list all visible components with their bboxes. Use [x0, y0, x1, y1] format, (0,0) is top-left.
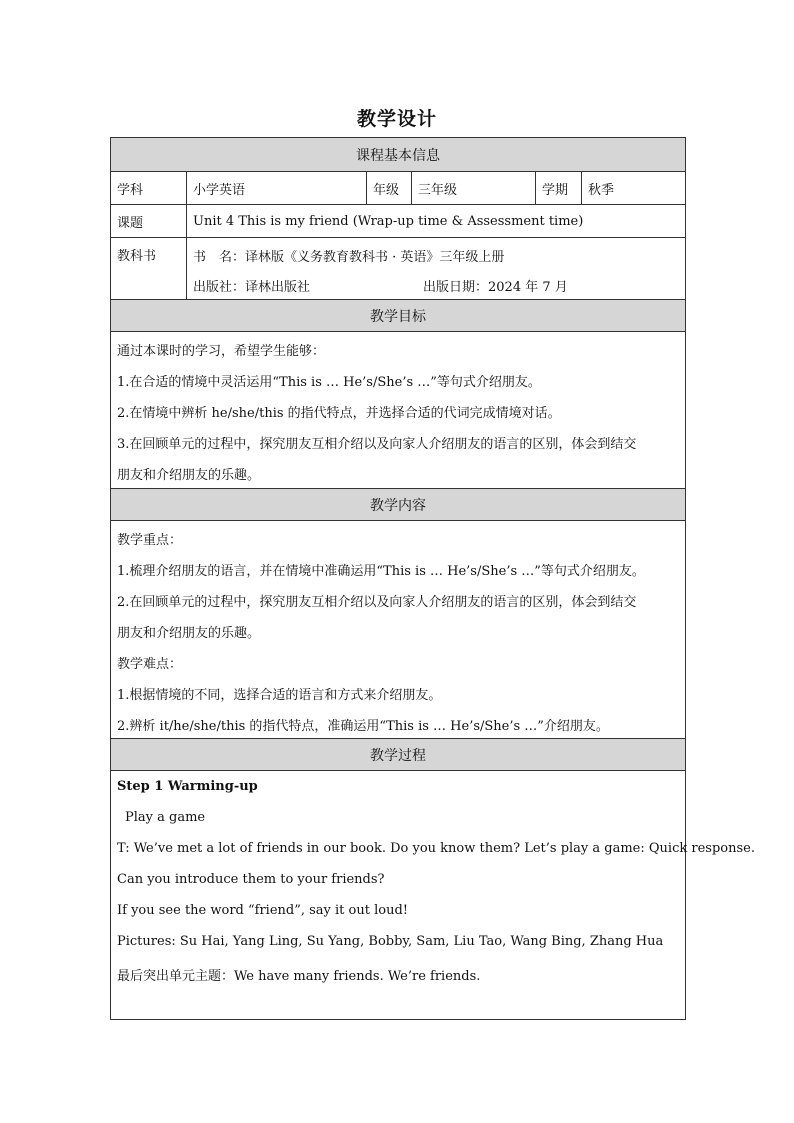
content-line: 1.根据情境的不同，选择合适的语言和方式来介绍朋友。 — [117, 688, 442, 703]
process-line: Can you introduce them to your friends? — [117, 872, 385, 887]
info-row-subject — [111, 171, 685, 204]
process-body — [111, 770, 755, 1019]
process-line: 最后突出单元主题：We have many friends. We’re friends. — [117, 969, 481, 984]
publish-date: 出版日期：2024 年 7 月 — [423, 280, 568, 295]
term-label: 学期 — [535, 172, 581, 204]
subject-label: 学科 — [117, 182, 144, 198]
document-title: 教学设计 — [356, 108, 437, 130]
objective-line: 2.在情境中辨析 he/she/this 的指代特点，并选择合适的代词完成情境对话。 — [117, 406, 561, 421]
process-line: Play a game — [125, 810, 206, 825]
objective-line: 通过本课时的学习，希望学生能够： — [117, 344, 326, 359]
content-line: 教学难点： — [117, 657, 183, 672]
objective-line: 朋友和介绍朋友的乐趣。 — [117, 468, 261, 483]
section-header-content: 教学内容 — [111, 488, 685, 520]
section-header-process: 教学过程 — [111, 738, 685, 770]
process-line: Pictures: Su Hai, Yang Ling, Su Yang, Bobby, Sam, Liu Tao, Wang Bing, Zhang Hua — [117, 934, 664, 949]
content-line: 2.在回顾单元的过程中，探究朋友互相介绍以及向家人介绍朋友的语言的区别，体会到结交 — [117, 595, 637, 610]
subject-value: 小学英语 — [186, 172, 366, 204]
objective-line: 1.在合适的情境中灵活运用“This is … He’s/She’s …”等句式介绍朋友。 — [117, 375, 541, 390]
content-body — [111, 520, 685, 738]
process-line: If you see the word “friend”, say it out loud! — [117, 903, 408, 918]
process-line: T: We’ve met a lot of friends in our book. Do you know them? Let’s play a game: Quick response. — [117, 841, 755, 856]
objectives-body — [111, 331, 685, 488]
lesson-plan-table — [110, 137, 755, 1020]
content-line: 教学重点： — [117, 533, 183, 548]
term-value: 秋季 — [581, 172, 685, 204]
section-header-basic-info: 课程基本信息 — [111, 138, 685, 171]
section-header-objectives: 教学目标 — [111, 299, 685, 331]
textbook-label: 教科书 — [117, 249, 157, 264]
info-row-topic — [111, 204, 685, 237]
book-name: 书 名：译林版《义务教育教科书 · 英语》三年级上册 — [193, 250, 505, 265]
topic-value: Unit 4 This is my friend (Wrap-up time & Assessment time) — [186, 205, 685, 237]
topic-label: 课题 — [117, 215, 144, 231]
content-line: 2.辨析 it/he/she/this 的指代特点，准确运用“This is … He’s/She’s …”介绍朋友。 — [117, 719, 609, 734]
publisher: 出版社：译林出版社 — [193, 280, 311, 295]
grade-label: 年级 — [366, 172, 411, 204]
objective-line: 3.在回顾单元的过程中，探究朋友互相介绍以及向家人介绍朋友的语言的区别，体会到结交 — [117, 437, 637, 452]
step-title: Step 1 Warming-up — [117, 779, 258, 794]
content-line: 1.梳理介绍朋友的语言，并在情境中准确运用“This is … He’s/She’s …”等句式介绍朋友。 — [117, 564, 645, 579]
grade-value: 三年级 — [411, 172, 535, 204]
content-line: 朋友和介绍朋友的乐趣。 — [117, 626, 261, 641]
info-row-textbook — [111, 237, 685, 299]
textbook-details — [186, 238, 685, 299]
